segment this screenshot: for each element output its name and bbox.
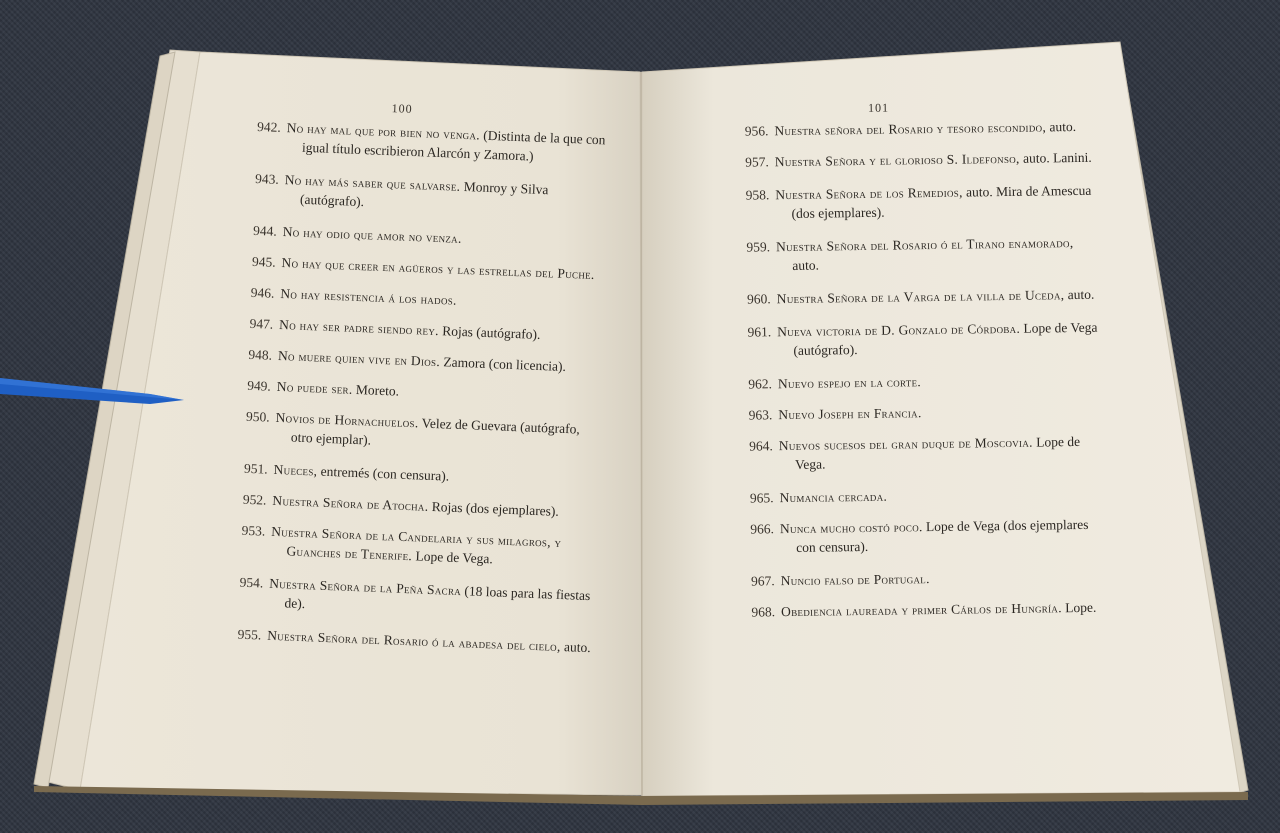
catalog-entry — [723, 432, 1103, 475]
entry-number: 962. — [748, 376, 773, 392]
entry-title: Nuestra Señora de la Candelaria y sus milagros, y Guanches de Tenerife. — [270, 523, 562, 564]
catalog-entry — [224, 282, 604, 316]
entry-title: Nuestra Señora y el glorioso S. Ildefonso, — [774, 150, 1020, 170]
catalog-entry — [721, 285, 1101, 309]
entry-title: Nuevos sucesos del gran duque de Moscovia. — [778, 434, 1033, 454]
entry-number: 956. — [744, 123, 769, 139]
entry-number: 961. — [747, 324, 772, 340]
entry-note: (18 loas para las fiestas de). — [284, 583, 591, 612]
entry-note: entremés (con censura). — [317, 463, 450, 484]
entry-number: 953. — [241, 522, 266, 539]
entry-title: Nuestra Señora de la Peña Sacra — [268, 575, 462, 599]
catalog-entry — [226, 220, 606, 254]
entry-number: 958. — [745, 187, 770, 203]
catalog-entry — [212, 572, 593, 625]
entry-title: No hay odio que amor no venza. — [282, 224, 462, 246]
entry-number: 968. — [751, 604, 776, 620]
entry-number: 952. — [242, 491, 267, 508]
entry-number: 944. — [252, 222, 278, 239]
entry-title: Nuestra Señora del Rosario ó la abadesa del cielo, — [266, 627, 561, 655]
entry-title: No hay que creer en agüeros y las estrellas del Puche. — [281, 255, 595, 283]
catalog-entry — [719, 181, 1099, 224]
catalog-entry — [719, 148, 1099, 172]
entry-note: Lope de Vega. — [411, 548, 494, 567]
entry-note: auto. — [1045, 119, 1077, 135]
entry-note: Lope. — [1061, 599, 1097, 616]
entry-number: 950. — [245, 408, 270, 425]
entry-title: No muere quien vive en Dios. — [277, 347, 441, 370]
entry-title: No puede ser. — [276, 378, 353, 397]
entry-note: auto. Lanini. — [1019, 149, 1092, 166]
entry-note: auto. — [1064, 286, 1095, 303]
entry-number: 954. — [239, 574, 264, 591]
entry-number: 957. — [745, 154, 769, 170]
right-page — [718, 98, 1105, 622]
entry-note: (Distinta de la que con igual título escribieron Alarcón y Zamora.) — [301, 127, 606, 164]
catalog-entry — [722, 401, 1102, 425]
entry-title: Nuestra Señora de la Varga de la villa de Uceda, — [776, 287, 1065, 307]
entry-number: 942. — [256, 118, 282, 135]
entry-note: auto. — [792, 257, 820, 273]
catalog-entry — [724, 515, 1104, 558]
entry-number: 960. — [747, 291, 771, 307]
catalog-entry — [228, 168, 609, 221]
catalog-entry — [223, 313, 603, 347]
catalog-entry — [725, 567, 1105, 591]
entry-note: Velez de Guevara (autógrafo, otro ejemplar). — [290, 415, 581, 448]
catalog-entry — [225, 251, 605, 285]
page-number: 100 — [391, 101, 413, 116]
entry-note: Rojas (dos ejemplares). — [428, 498, 560, 519]
entry-title: Nuestra Señora de Atocha. — [272, 492, 429, 514]
entry-number: 949. — [246, 377, 272, 394]
entry-note: Monroy y Silva (autógrafo). — [299, 178, 549, 210]
entry-title: Nuestra Señora de los Remedios, — [775, 184, 963, 203]
entry-title: Nuevo espejo en la corte. — [777, 374, 922, 392]
entry-number: 965. — [749, 490, 774, 506]
page-number: 101 — [867, 100, 890, 115]
entry-note: Lope de Vega (dos ejemplares con censura). — [796, 516, 1089, 555]
entry-title: Novios de Hornachuelos. — [275, 409, 419, 431]
entry-number: 963. — [748, 407, 773, 423]
catalog-entry — [720, 233, 1100, 276]
catalog-entry — [721, 318, 1101, 361]
entry-title: Nuestra Señora del Rosario ó el Tirano enamorado, — [775, 235, 1074, 255]
entry-title: Obediencia laureada y primer Cárlos de Hungría. — [781, 600, 1062, 620]
catalog-entry — [217, 458, 597, 492]
catalog-entry — [216, 489, 596, 523]
catalog-entry — [723, 484, 1103, 508]
entry-note: Lope de Vega (autógrafo). — [793, 319, 1098, 358]
entry-title: Nuncio falso de Portugal. — [780, 571, 930, 589]
entry-title: No hay ser padre siendo rey. — [278, 316, 440, 339]
entry-title: Nueces, — [273, 461, 318, 479]
entry-note: Moreto. — [352, 381, 400, 399]
left-page — [211, 95, 612, 657]
entry-title: Numancia cercada. — [779, 488, 888, 506]
catalog-entry — [219, 406, 600, 459]
entry-note: Lope de Vega. — [794, 433, 1081, 472]
entry-number: 946. — [250, 284, 275, 301]
catalog-entry — [214, 520, 595, 573]
catalog-entry — [718, 117, 1098, 141]
blue-pointer-stick — [0, 370, 200, 420]
entry-number: 943. — [254, 170, 280, 187]
entry-number: 947. — [249, 315, 274, 332]
catalog-entry — [230, 116, 611, 169]
entry-note: auto. — [560, 639, 591, 656]
entry-title: No hay mal que por bien no venga. — [286, 120, 481, 143]
entry-number: 967. — [750, 573, 775, 589]
entry-number: 966. — [750, 521, 775, 537]
entry-number: 945. — [251, 253, 276, 270]
entry-title: Nueva victoria de D. Gonzalo de Córdoba. — [777, 320, 1021, 340]
entry-note: Rojas (autógrafo). — [438, 323, 541, 343]
entry-number: 951. — [243, 460, 268, 477]
entry-title: Nuestra señora del Rosario y tesoro escondido, — [774, 119, 1047, 139]
entry-title: No hay más saber que salvarse. — [284, 172, 461, 194]
entry-title: No hay resistencia á los hados. — [280, 286, 458, 308]
catalog-entry — [222, 344, 602, 378]
entry-title: Nunca mucho costó poco. — [779, 519, 923, 537]
entry-number: 964. — [749, 438, 773, 454]
catalog-entry — [722, 370, 1102, 394]
entry-note: auto. Mira de Amescua (dos ejemplares). — [791, 182, 1092, 221]
entry-number: 959. — [746, 239, 771, 255]
entry-number: 955. — [237, 626, 262, 643]
catalog-entry — [221, 375, 601, 409]
entry-note: Zamora (con licencia). — [439, 354, 567, 375]
entry-number: 948. — [248, 346, 273, 363]
entry-title: Nuevo Joseph en Francia. — [778, 405, 922, 423]
